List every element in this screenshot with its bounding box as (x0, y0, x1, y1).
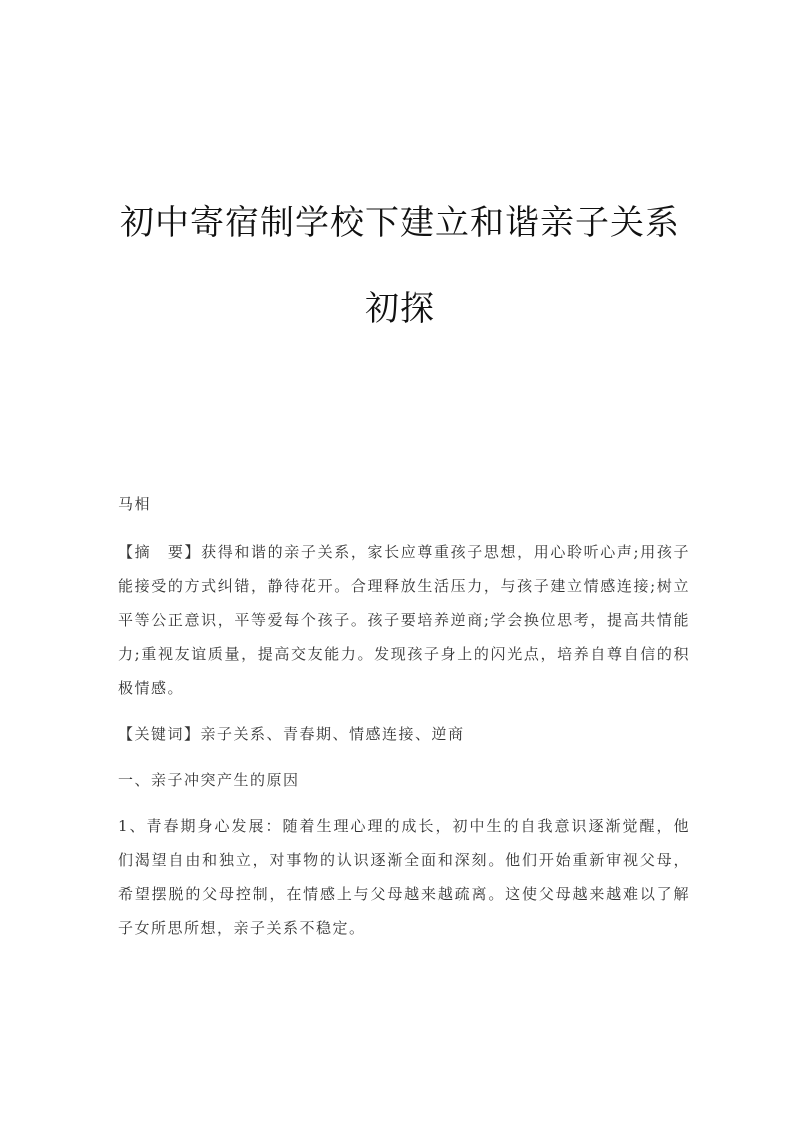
document-body (118, 487, 690, 957)
section-heading: 一、亲子冲突产生的原因 (118, 771, 300, 789)
keywords-paragraph: 【关键词】亲子关系、青春期、情感连接、逆商 (118, 725, 465, 743)
document-title: 初中寄宿制学校下建立和谐亲子关系初探 (120, 203, 680, 329)
body-paragraph: 1、青春期身心发展：随着生理心理的成长，初中生的自我意识逐渐觉醒，他们渴望自由和独立，对事物的认识逐渐全面和深刻。他们开始重新审视父母，希望摆脱的父母控制，在情感上与父母越来越疏离。这使父母越来越难以了解子女所思所想，亲子关系不稳定。 (118, 817, 690, 937)
author-name: 马相 (118, 495, 152, 513)
abstract-paragraph: 【摘 要】获得和谐的亲子关系，家长应尊重孩子思想，用心聆听心声;用孩子能接受的方式纠错，静待花开。合理释放生活压力，与孩子建立情感连接;树立平等公正意识，平等爱每个孩子。孩子要培养逆商;学会换位思考，提高共情能力;重视友谊质量，提高交友能力。发现孩子身上的闪光点，培养自尊自信的积极情感。 (118, 543, 690, 697)
